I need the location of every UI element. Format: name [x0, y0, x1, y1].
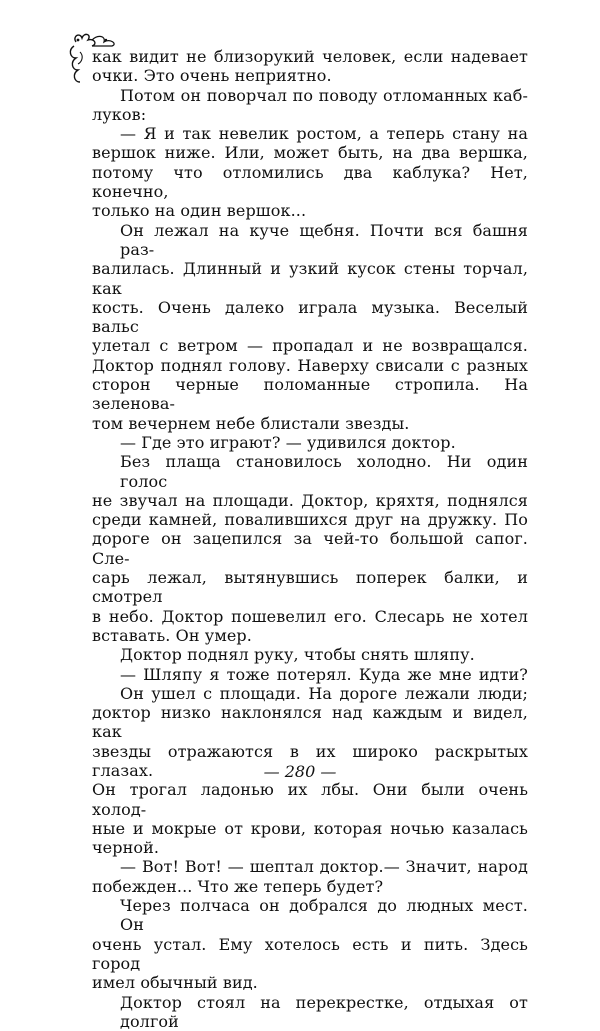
- text-line: Он ушел с площади. На дороге лежали люди;: [120, 683, 528, 703]
- text-line: луков:: [92, 104, 147, 124]
- text-line: вершок ниже. Или, может быть, на два вершка,: [92, 143, 528, 163]
- text-line: сарь лежал, вытянувшись поперек балки, и смотрел: [92, 568, 528, 607]
- text-line: только на один вершок...: [92, 201, 307, 221]
- text-line: черной.: [92, 838, 160, 858]
- text-line: в небо. Доктор пошевелил его. Слесарь не хотел: [92, 606, 528, 626]
- body-text: [92, 47, 528, 1031]
- text-line: Через полчаса он добрался до людных мест. Он: [120, 896, 528, 935]
- text-line: — Где это играют? — удивился доктор.: [120, 432, 456, 452]
- text-line: Потом он поворчал по поводу отломанных каб-: [120, 85, 528, 105]
- text-line: Без плаща становилось холодно. Ни один голос: [120, 452, 528, 491]
- text-line: потому что отломились два каблука? Нет, конечно,: [92, 162, 528, 202]
- text-line: среди камней, повалившихся друг на дружку. По: [92, 510, 528, 530]
- text-line: очень устал. Ему хотелось есть и пить. Здесь город: [92, 934, 528, 973]
- text-line: Доктор поднял руку, чтобы снять шляпу.: [120, 645, 475, 665]
- text-line: — Вот! Вот! — шептал доктор.— Значит, народ: [120, 857, 528, 877]
- text-line: ные и мокрые от крови, которая ночью казалась: [92, 818, 528, 838]
- page-number: — 280 —: [263, 762, 337, 781]
- text-line: Доктор стоял на перекрестке, отдыхая от долгой: [120, 992, 528, 1031]
- text-line: звезды отражаются в их широко раскрытых глазах.: [92, 741, 528, 780]
- text-line: сторон черные поломанные стропила. На зеленова-: [92, 375, 528, 414]
- text-line: Он лежал на куче щебня. Почти вся башня раз-: [120, 220, 528, 259]
- text-line: валилась. Длинный и узкий кусок стены торчал, как: [92, 259, 528, 298]
- text-line: как видит не близорукий человек, если надевает: [92, 47, 528, 66]
- text-line: вставать. Он умер.: [92, 625, 252, 645]
- text-line: Доктор поднял голову. Наверху свисали с разных: [92, 355, 528, 375]
- text-line: том вечернем небе блистали звезды.: [92, 413, 410, 433]
- text-line: дороге он зацепился за чей-то большой сапог. Сле-: [92, 529, 528, 568]
- text-line: — Я и так невелик ростом, а теперь стану на: [120, 124, 528, 144]
- text-line: кость. Очень далеко играла музыка. Веселый вальс: [92, 297, 528, 337]
- text-line: Он трогал ладонью их лбы. Они были очень холод-: [92, 780, 528, 819]
- text-line: очки. Это очень неприятно.: [92, 66, 332, 86]
- text-line: имел обычный вид.: [92, 973, 258, 993]
- text-line: улетал с ветром — пропадал и не возвращался.: [92, 336, 528, 356]
- text-line: доктор низко наклонялся над каждым и видел, как: [92, 703, 528, 742]
- text-line: не звучал на площади. Доктор, кряхтя, поднялся: [92, 490, 528, 510]
- text-line: — Шляпу я тоже потерял. Куда же мне идти?: [120, 664, 528, 684]
- text-line: побежден... Что же теперь будет?: [92, 876, 384, 896]
